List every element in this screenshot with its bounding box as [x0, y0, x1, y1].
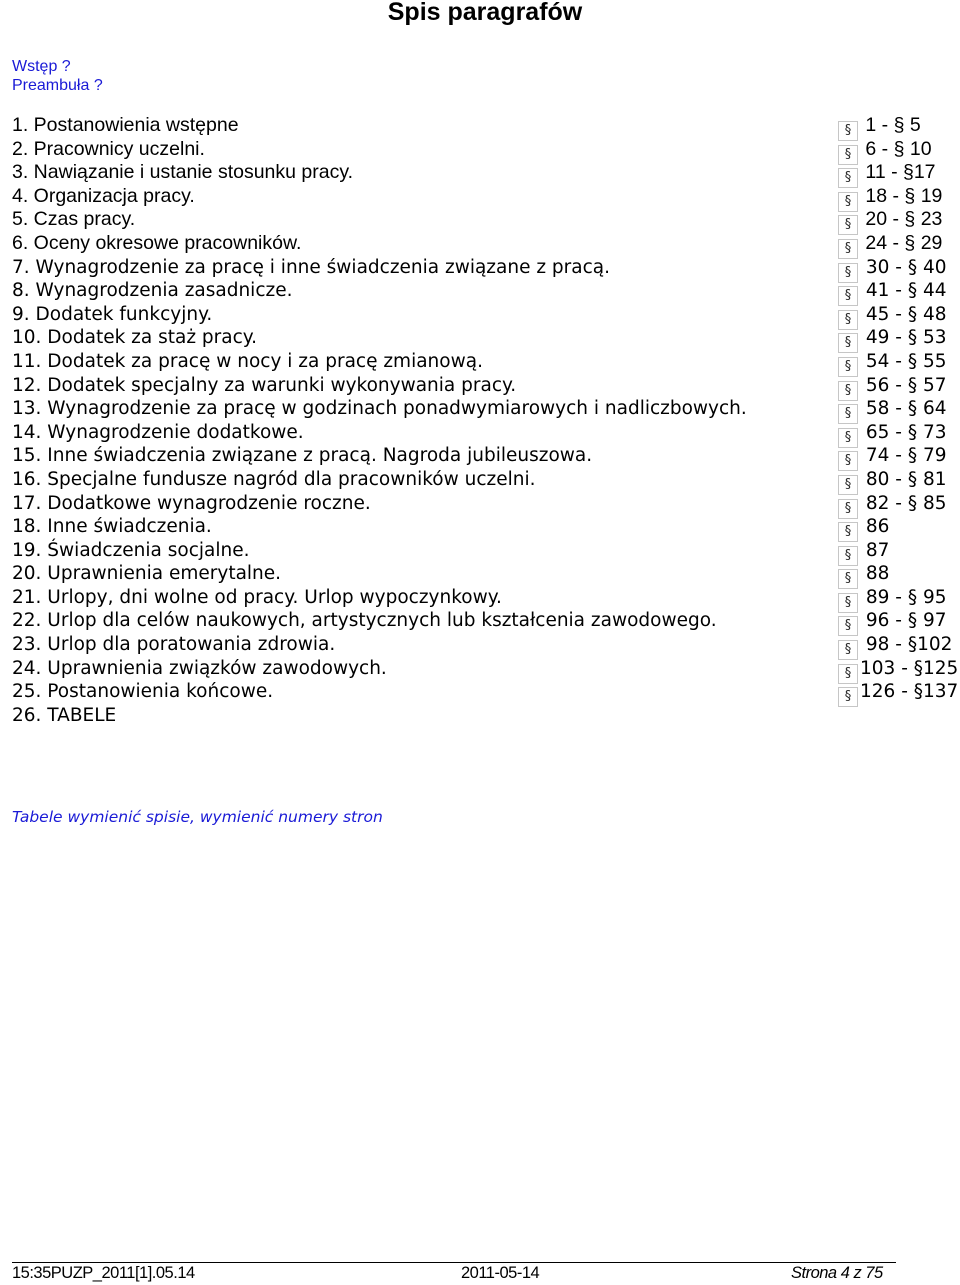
section-symbol-icon: §	[838, 475, 858, 495]
table-of-contents	[12, 114, 960, 727]
toc-row	[12, 350, 960, 374]
toc-range-text: 96 - § 97	[860, 610, 947, 632]
toc-row	[12, 326, 960, 350]
toc-row	[12, 421, 960, 445]
toc-entry-label: 24. Uprawnienia związków zawodowych.	[12, 657, 387, 679]
toc-row	[12, 397, 960, 421]
footer-date: 2011-05-14	[461, 1264, 540, 1282]
section-symbol-icon: §	[838, 239, 858, 259]
toc-row	[12, 468, 960, 492]
toc-range-text: 89 - § 95	[860, 586, 947, 608]
section-symbol-icon: §	[838, 357, 858, 377]
section-symbol-icon: §	[838, 168, 858, 188]
section-symbol-icon: §	[838, 664, 858, 684]
toc-entry-label: 4. Organizacja pracy.	[12, 184, 195, 207]
toc-range-text: 56 - § 57	[860, 374, 947, 396]
toc-row	[12, 657, 960, 681]
toc-entry-label: 18. Inne świadczenia.	[12, 516, 212, 538]
toc-row	[12, 208, 960, 232]
section-symbol-icon: §	[838, 286, 858, 306]
section-symbol-icon: §	[838, 333, 858, 353]
toc-range-text: 82 - § 85	[860, 492, 947, 514]
section-symbol-icon: §	[838, 522, 858, 542]
toc-row	[12, 279, 960, 303]
section-symbol-icon: §	[838, 640, 858, 660]
toc-entry-label: 9. Dodatek funkcyjny.	[12, 303, 213, 325]
toc-row	[12, 515, 960, 539]
toc-entry-label: 23. Urlop dla poratowania zdrowia.	[12, 634, 336, 656]
toc-entry-label: 2. Pracownicy uczelni.	[12, 137, 205, 160]
toc-range-text: 65 - § 73	[860, 421, 947, 443]
link-preambula[interactable]: Preambuła ?	[12, 77, 103, 94]
toc-row	[12, 114, 960, 138]
toc-entry-label: 6. Oceny okresowe pracowników.	[12, 231, 302, 254]
toc-entry-label: 19. Świadczenia socjalne.	[12, 539, 250, 561]
toc-range-text: 103 - §125	[860, 657, 959, 679]
section-symbol-icon: §	[838, 428, 858, 448]
toc-range-text: 88	[860, 563, 890, 585]
toc-range-text: 86	[860, 516, 890, 538]
section-symbol-icon: §	[838, 616, 858, 636]
toc-range-text: 20 - § 23	[860, 208, 943, 231]
toc-entry-label: 11. Dodatek za pracę w nocy i za pracę zmianową.	[12, 350, 483, 372]
footer-document-id: 15:35PUZP_2011[1].05.14	[12, 1264, 195, 1282]
editor-note: Tabele wymienić spisie, wymienić numery stron	[12, 808, 383, 826]
toc-row	[12, 444, 960, 468]
toc-entry-label: 20. Uprawnienia emerytalne.	[12, 563, 282, 585]
toc-range-text: 74 - § 79	[860, 445, 947, 467]
toc-range-text: 58 - § 64	[860, 398, 947, 420]
section-symbol-icon: §	[838, 593, 858, 613]
section-symbol-icon: §	[838, 451, 858, 471]
toc-row	[12, 232, 960, 256]
toc-row	[12, 374, 960, 398]
toc-entry-label: 8. Wynagrodzenia zasadnicze.	[12, 280, 293, 302]
toc-range-text: 54 - § 55	[860, 350, 947, 372]
toc-row	[12, 562, 960, 586]
toc-range-text: 87	[860, 539, 890, 561]
toc-row	[12, 256, 960, 280]
section-symbol-icon: §	[838, 404, 858, 424]
toc-row	[12, 161, 960, 185]
toc-entry-label: 1. Postanowienia wstępne	[12, 114, 239, 136]
section-symbol-icon: §	[838, 121, 858, 141]
section-symbol-icon: §	[838, 569, 858, 589]
section-symbol-icon: §	[838, 145, 858, 165]
toc-row	[12, 609, 960, 633]
section-symbol-icon: §	[838, 546, 858, 566]
page-title: Spis paragrafów	[387, 0, 583, 26]
footer-divider	[12, 1262, 896, 1263]
toc-row	[12, 704, 960, 728]
toc-entry-label: 14. Wynagrodzenie dodatkowe.	[12, 421, 304, 443]
toc-range-text: 126 - §137	[860, 681, 959, 703]
toc-entry-label: 25. Postanowienia końcowe.	[12, 681, 274, 703]
toc-row	[12, 680, 960, 704]
footer-page-number: Strona 4 z 75	[791, 1264, 883, 1282]
section-symbol-icon: §	[838, 192, 858, 212]
toc-range-text: 18 - § 19	[860, 184, 943, 207]
toc-entry-label: 5. Czas pracy.	[12, 208, 136, 231]
toc-row	[12, 303, 960, 327]
toc-range-text: 11 - §17	[860, 161, 936, 184]
toc-entry-label: 26. TABELE	[12, 704, 117, 726]
toc-range-text: 80 - § 81	[860, 468, 947, 490]
toc-entry-label: 7. Wynagrodzenie za pracę i inne świadczenia związane z pracą.	[12, 256, 611, 278]
toc-row	[12, 586, 960, 610]
toc-range-text: 41 - § 44	[860, 280, 947, 302]
toc-entry-label: 12. Dodatek specjalny za warunki wykonywania pracy.	[12, 374, 517, 396]
toc-entry-label: 15. Inne świadczenia związane z pracą. Nagroda jubileuszowa.	[12, 445, 593, 467]
toc-range-text: 30 - § 40	[860, 256, 947, 278]
section-symbol-icon: §	[838, 687, 858, 707]
toc-range-text: 24 - § 29	[860, 231, 943, 254]
intro-links	[12, 57, 103, 95]
link-wstep[interactable]: Wstęp ?	[12, 58, 71, 75]
toc-row	[12, 492, 960, 516]
toc-range-text: 45 - § 48	[860, 303, 947, 325]
toc-entry-label: 3. Nawiązanie i ustanie stosunku pracy.	[12, 161, 354, 184]
toc-range-text: 49 - § 53	[860, 327, 947, 349]
toc-entry-label: 22. Urlop dla celów naukowych, artystycznych lub kształcenia zawodowego.	[12, 610, 717, 632]
toc-range-text: 98 - §102	[860, 634, 953, 656]
toc-row	[12, 633, 960, 657]
toc-row	[12, 185, 960, 209]
toc-entry-label: 21. Urlopy, dni wolne od pracy. Urlop wypoczynkowy.	[12, 586, 502, 608]
section-symbol-icon: §	[838, 499, 858, 519]
section-symbol-icon: §	[838, 263, 858, 283]
toc-range-text: 6 - § 10	[860, 137, 932, 160]
toc-row	[12, 539, 960, 563]
section-symbol-icon: §	[838, 215, 858, 235]
section-symbol-icon: §	[838, 310, 858, 330]
section-symbol-icon: §	[838, 381, 858, 401]
toc-entry-label: 13. Wynagrodzenie za pracę w godzinach ponadwymiarowych i nadliczbowych.	[12, 398, 747, 420]
toc-entry-label: 10. Dodatek za staż pracy.	[12, 327, 257, 349]
toc-range-text: 1 - § 5	[860, 114, 921, 136]
toc-entry-label: 17. Dodatkowe wynagrodzenie roczne.	[12, 492, 371, 514]
toc-entry-label: 16. Specjalne fundusze nagród dla pracowników uczelni.	[12, 468, 536, 490]
toc-row	[12, 138, 960, 162]
